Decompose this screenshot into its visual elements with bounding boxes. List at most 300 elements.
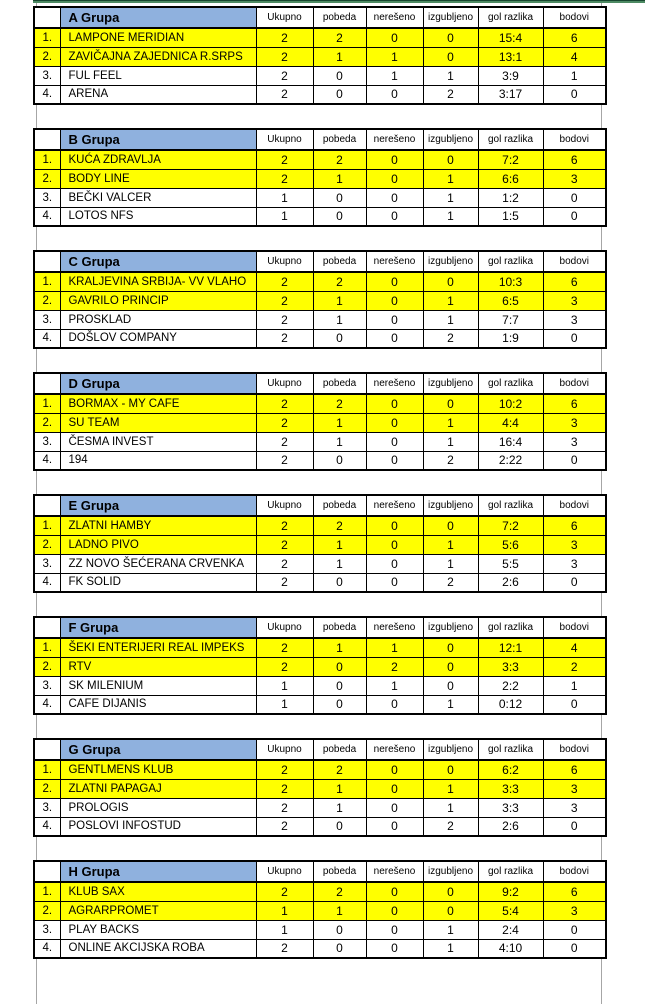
stat-bodovi: 6 [543,272,606,291]
stat-pobeda: 2 [313,150,366,169]
team-name: KRALJEVINA SRBIJA- VV VLAHO [60,272,256,291]
team-name: KLUB SAX [60,882,256,901]
group-name: G Grupa [60,739,256,760]
stat-izgubljeno: 0 [423,516,478,535]
group-table [33,616,607,715]
stat-pobeda: 0 [313,657,366,676]
stat-ukupno: 1 [256,676,313,695]
team-rank: 4. [34,207,60,226]
team-rank: 2. [34,901,60,920]
stat-gol-razlika: 6:6 [478,169,543,188]
stat-nereseno: 0 [366,516,423,535]
team-row [34,150,606,169]
team-row [34,207,606,226]
stat-izgubljeno: 1 [423,779,478,798]
team-rank: 4. [34,85,60,104]
stat-nereseno: 1 [366,47,423,66]
stat-pobeda: 1 [313,535,366,554]
stat-izgubljeno: 1 [423,432,478,451]
stat-bodovi: 0 [543,207,606,226]
stat-nereseno: 0 [366,272,423,291]
stat-pobeda: 1 [313,554,366,573]
team-rank: 2. [34,291,60,310]
stat-ukupno: 2 [256,150,313,169]
column-header: izgubljeno [423,251,478,272]
team-row [34,291,606,310]
team-rank: 3. [34,310,60,329]
group-header-row [34,861,606,882]
team-row [34,47,606,66]
column-header: nerešeno [366,739,423,760]
team-name: ZLATNI HAMBY [60,516,256,535]
team-row [34,779,606,798]
stat-nereseno: 0 [366,939,423,958]
stat-bodovi: 6 [543,28,606,47]
team-rank: 1. [34,394,60,413]
team-name: FK SOLID [60,573,256,592]
stat-gol-razlika: 15:4 [478,28,543,47]
team-rank: 1. [34,28,60,47]
group-header-row [34,129,606,150]
stat-ukupno: 2 [256,66,313,85]
column-header: gol razlika [478,7,543,28]
team-rank: 1. [34,760,60,779]
stat-pobeda: 1 [313,310,366,329]
group-table [33,128,607,227]
team-name: ARENA [60,85,256,104]
stat-gol-razlika: 13:1 [478,47,543,66]
corner-cell [34,129,60,150]
team-name: BEČKI VALCER [60,188,256,207]
column-header: pobeda [313,251,366,272]
team-row [34,939,606,958]
stat-izgubljeno: 1 [423,207,478,226]
team-rank: 3. [34,432,60,451]
stat-bodovi: 4 [543,638,606,657]
stat-izgubljeno: 2 [423,329,478,348]
stat-izgubljeno: 0 [423,272,478,291]
team-row [34,85,606,104]
stat-gol-razlika: 0:12 [478,695,543,714]
stat-gol-razlika: 10:3 [478,272,543,291]
stat-nereseno: 0 [366,85,423,104]
stat-nereseno: 0 [366,207,423,226]
stat-gol-razlika: 7:7 [478,310,543,329]
team-name: GAVRILO PRINCIP [60,291,256,310]
stat-bodovi: 3 [543,291,606,310]
stat-pobeda: 1 [313,432,366,451]
stat-nereseno: 0 [366,150,423,169]
column-header: Ukupno [256,617,313,638]
team-rank: 1. [34,150,60,169]
stat-bodovi: 6 [543,760,606,779]
stat-nereseno: 0 [366,760,423,779]
stat-izgubljeno: 0 [423,882,478,901]
column-header: Ukupno [256,373,313,394]
stat-ukupno: 2 [256,85,313,104]
stat-bodovi: 0 [543,920,606,939]
column-header: bodovi [543,7,606,28]
stat-pobeda: 1 [313,779,366,798]
stat-bodovi: 4 [543,47,606,66]
team-name: BORMAX - MY CAFE [60,394,256,413]
team-name: ZZ NOVO ŠEĆERANA CRVENKA [60,554,256,573]
team-row [34,413,606,432]
stat-gol-razlika: 16:4 [478,432,543,451]
stat-nereseno: 0 [366,169,423,188]
stat-izgubljeno: 1 [423,798,478,817]
stat-nereseno: 0 [366,535,423,554]
team-rank: 2. [34,413,60,432]
stat-izgubljeno: 1 [423,920,478,939]
team-row [34,817,606,836]
stat-bodovi: 2 [543,657,606,676]
stat-ukupno: 2 [256,882,313,901]
team-name: ČESMA INVEST [60,432,256,451]
column-header: gol razlika [478,739,543,760]
group-name: H Grupa [60,861,256,882]
stat-bodovi: 6 [543,150,606,169]
team-name: GENTLMENS KLUB [60,760,256,779]
stat-nereseno: 0 [366,695,423,714]
stat-nereseno: 0 [366,329,423,348]
column-header: nerešeno [366,7,423,28]
team-rank: 1. [34,272,60,291]
stat-izgubljeno: 0 [423,676,478,695]
team-name: DOŠLOV COMPANY [60,329,256,348]
team-rank: 3. [34,676,60,695]
column-header: Ukupno [256,129,313,150]
stat-bodovi: 3 [543,310,606,329]
stat-pobeda: 2 [313,272,366,291]
team-rank: 3. [34,798,60,817]
team-name: LOTOS NFS [60,207,256,226]
stat-pobeda: 1 [313,798,366,817]
stat-izgubljeno: 2 [423,451,478,470]
stat-nereseno: 0 [366,432,423,451]
stat-pobeda: 1 [313,413,366,432]
column-header: bodovi [543,739,606,760]
stat-gol-razlika: 1:5 [478,207,543,226]
team-row [34,66,606,85]
team-name: POSLOVI INFOSTUD [60,817,256,836]
stat-nereseno: 0 [366,882,423,901]
group-header-row [34,7,606,28]
stat-bodovi: 3 [543,432,606,451]
group-table [33,860,607,959]
stat-ukupno: 2 [256,554,313,573]
column-header: bodovi [543,129,606,150]
stat-bodovi: 3 [543,901,606,920]
stat-pobeda: 1 [313,901,366,920]
column-header: Ukupno [256,861,313,882]
stat-pobeda: 2 [313,516,366,535]
team-name: FUL FEEL [60,66,256,85]
stat-ukupno: 2 [256,798,313,817]
stat-ukupno: 2 [256,394,313,413]
stat-pobeda: 1 [313,47,366,66]
group-name: B Grupa [60,129,256,150]
team-row [34,676,606,695]
column-header: izgubljeno [423,739,478,760]
stat-nereseno: 0 [366,451,423,470]
team-row [34,760,606,779]
team-row [34,516,606,535]
team-rank: 2. [34,47,60,66]
stat-izgubljeno: 1 [423,291,478,310]
stat-bodovi: 6 [543,516,606,535]
group-header-row [34,617,606,638]
stat-gol-razlika: 6:2 [478,760,543,779]
team-rank: 4. [34,817,60,836]
stat-pobeda: 2 [313,882,366,901]
corner-cell [34,739,60,760]
group-table [33,738,607,837]
column-header: pobeda [313,373,366,394]
column-header: bodovi [543,251,606,272]
stat-bodovi: 3 [543,779,606,798]
stat-ukupno: 2 [256,657,313,676]
stat-bodovi: 1 [543,676,606,695]
stat-pobeda: 0 [313,188,366,207]
stat-gol-razlika: 4:4 [478,413,543,432]
stat-gol-razlika: 3:3 [478,798,543,817]
team-rank: 4. [34,939,60,958]
corner-cell [34,495,60,516]
stat-ukupno: 2 [256,272,313,291]
stat-pobeda: 0 [313,817,366,836]
stat-izgubljeno: 1 [423,413,478,432]
column-header: gol razlika [478,373,543,394]
group-table [33,6,607,105]
stat-gol-razlika: 2:2 [478,676,543,695]
stat-pobeda: 2 [313,394,366,413]
stat-izgubljeno: 0 [423,901,478,920]
stat-bodovi: 6 [543,394,606,413]
stat-nereseno: 0 [366,573,423,592]
stat-nereseno: 0 [366,798,423,817]
stat-gol-razlika: 5:5 [478,554,543,573]
stat-gol-razlika: 7:2 [478,516,543,535]
team-rank: 1. [34,516,60,535]
column-header: pobeda [313,617,366,638]
stat-ukupno: 1 [256,188,313,207]
stat-izgubljeno: 1 [423,188,478,207]
stat-izgubljeno: 0 [423,638,478,657]
stat-izgubljeno: 1 [423,169,478,188]
stat-pobeda: 0 [313,85,366,104]
stat-nereseno: 0 [366,920,423,939]
team-rank: 2. [34,535,60,554]
stat-ukupno: 2 [256,47,313,66]
stat-nereseno: 0 [366,779,423,798]
stat-ukupno: 2 [256,817,313,836]
team-name: CAFE DIJANIS [60,695,256,714]
stat-gol-razlika: 10:2 [478,394,543,413]
stat-izgubljeno: 2 [423,817,478,836]
stat-pobeda: 0 [313,329,366,348]
stat-bodovi: 3 [543,413,606,432]
stat-izgubljeno: 0 [423,150,478,169]
team-row [34,798,606,817]
team-row [34,329,606,348]
stat-ukupno: 2 [256,28,313,47]
team-name: RTV [60,657,256,676]
stat-pobeda: 0 [313,920,366,939]
stat-nereseno: 0 [366,310,423,329]
column-header: gol razlika [478,861,543,882]
stat-ukupno: 2 [256,516,313,535]
stat-nereseno: 0 [366,901,423,920]
column-header: nerešeno [366,251,423,272]
stat-nereseno: 1 [366,638,423,657]
stat-ukupno: 2 [256,310,313,329]
stat-pobeda: 0 [313,676,366,695]
team-name: ŠEKI ENTERIJERI REAL IMPEKS [60,638,256,657]
stat-gol-razlika: 12:1 [478,638,543,657]
column-header: izgubljeno [423,129,478,150]
column-header: nerešeno [366,373,423,394]
column-header: pobeda [313,739,366,760]
stat-nereseno: 0 [366,554,423,573]
stat-izgubljeno: 0 [423,47,478,66]
stat-nereseno: 0 [366,817,423,836]
team-rank: 1. [34,882,60,901]
stat-gol-razlika: 1:2 [478,188,543,207]
corner-cell [34,373,60,394]
column-header: nerešeno [366,129,423,150]
stat-gol-razlika: 1:9 [478,329,543,348]
team-name: LAMPONE MERIDIAN [60,28,256,47]
stat-izgubljeno: 1 [423,695,478,714]
stat-bodovi: 3 [543,535,606,554]
stat-gol-razlika: 3:17 [478,85,543,104]
team-row [34,394,606,413]
corner-cell [34,7,60,28]
column-header: Ukupno [256,495,313,516]
stat-bodovi: 0 [543,329,606,348]
stat-bodovi: 3 [543,798,606,817]
column-header: gol razlika [478,495,543,516]
stat-pobeda: 1 [313,169,366,188]
column-header: Ukupno [256,739,313,760]
stat-izgubljeno: 1 [423,66,478,85]
stat-bodovi: 0 [543,451,606,470]
corner-cell [34,251,60,272]
column-header: Ukupno [256,251,313,272]
column-header: bodovi [543,373,606,394]
stat-izgubljeno: 0 [423,760,478,779]
stat-izgubljeno: 1 [423,554,478,573]
stat-pobeda: 1 [313,638,366,657]
team-row [34,638,606,657]
column-header: pobeda [313,861,366,882]
stat-bodovi: 3 [543,554,606,573]
stat-ukupno: 2 [256,413,313,432]
stat-izgubljeno: 1 [423,939,478,958]
team-name: AGRARPROMET [60,901,256,920]
column-header: izgubljeno [423,617,478,638]
stat-nereseno: 2 [366,657,423,676]
group-body [34,272,606,348]
stat-ukupno: 2 [256,329,313,348]
team-rank: 1. [34,638,60,657]
stat-ukupno: 2 [256,169,313,188]
stat-ukupno: 2 [256,451,313,470]
stat-gol-razlika: 7:2 [478,150,543,169]
group-header-row [34,739,606,760]
group-body [34,882,606,958]
stat-bodovi: 1 [543,66,606,85]
team-name: ZAVIČAJNA ZAJEDNICA R.SRPS [60,47,256,66]
team-row [34,882,606,901]
stat-nereseno: 0 [366,291,423,310]
column-header: izgubljeno [423,7,478,28]
stat-gol-razlika: 3:3 [478,657,543,676]
stat-bodovi: 3 [543,169,606,188]
column-header: izgubljeno [423,373,478,394]
column-header: gol razlika [478,129,543,150]
stat-pobeda: 0 [313,207,366,226]
stat-pobeda: 0 [313,451,366,470]
stat-ukupno: 2 [256,939,313,958]
team-rank: 3. [34,66,60,85]
stat-ukupno: 1 [256,695,313,714]
team-row [34,573,606,592]
group-body [34,394,606,470]
group-body [34,516,606,592]
team-rank: 3. [34,554,60,573]
team-row [34,310,606,329]
stat-gol-razlika: 9:2 [478,882,543,901]
group-body [34,150,606,226]
stat-izgubljeno: 0 [423,28,478,47]
group-body [34,638,606,714]
group-body [34,760,606,836]
column-header: pobeda [313,495,366,516]
team-name: PROLOGIS [60,798,256,817]
column-header: nerešeno [366,617,423,638]
group-name: F Grupa [60,617,256,638]
stat-pobeda: 1 [313,291,366,310]
team-rank: 4. [34,329,60,348]
team-rank: 2. [34,779,60,798]
stat-pobeda: 0 [313,66,366,85]
team-row [34,188,606,207]
stat-bodovi: 0 [543,695,606,714]
team-row [34,28,606,47]
corner-cell [34,861,60,882]
team-row [34,657,606,676]
team-row [34,695,606,714]
group-table [33,494,607,593]
group-body [34,28,606,104]
stat-ukupno: 2 [256,779,313,798]
team-rank: 3. [34,920,60,939]
team-row [34,432,606,451]
team-rank: 4. [34,695,60,714]
column-header: bodovi [543,617,606,638]
team-name: BODY LINE [60,169,256,188]
stat-gol-razlika: 5:4 [478,901,543,920]
team-row [34,169,606,188]
team-row [34,535,606,554]
stat-ukupno: 2 [256,432,313,451]
column-header: izgubljeno [423,495,478,516]
stat-izgubljeno: 0 [423,394,478,413]
column-header: Ukupno [256,7,313,28]
column-header: bodovi [543,495,606,516]
